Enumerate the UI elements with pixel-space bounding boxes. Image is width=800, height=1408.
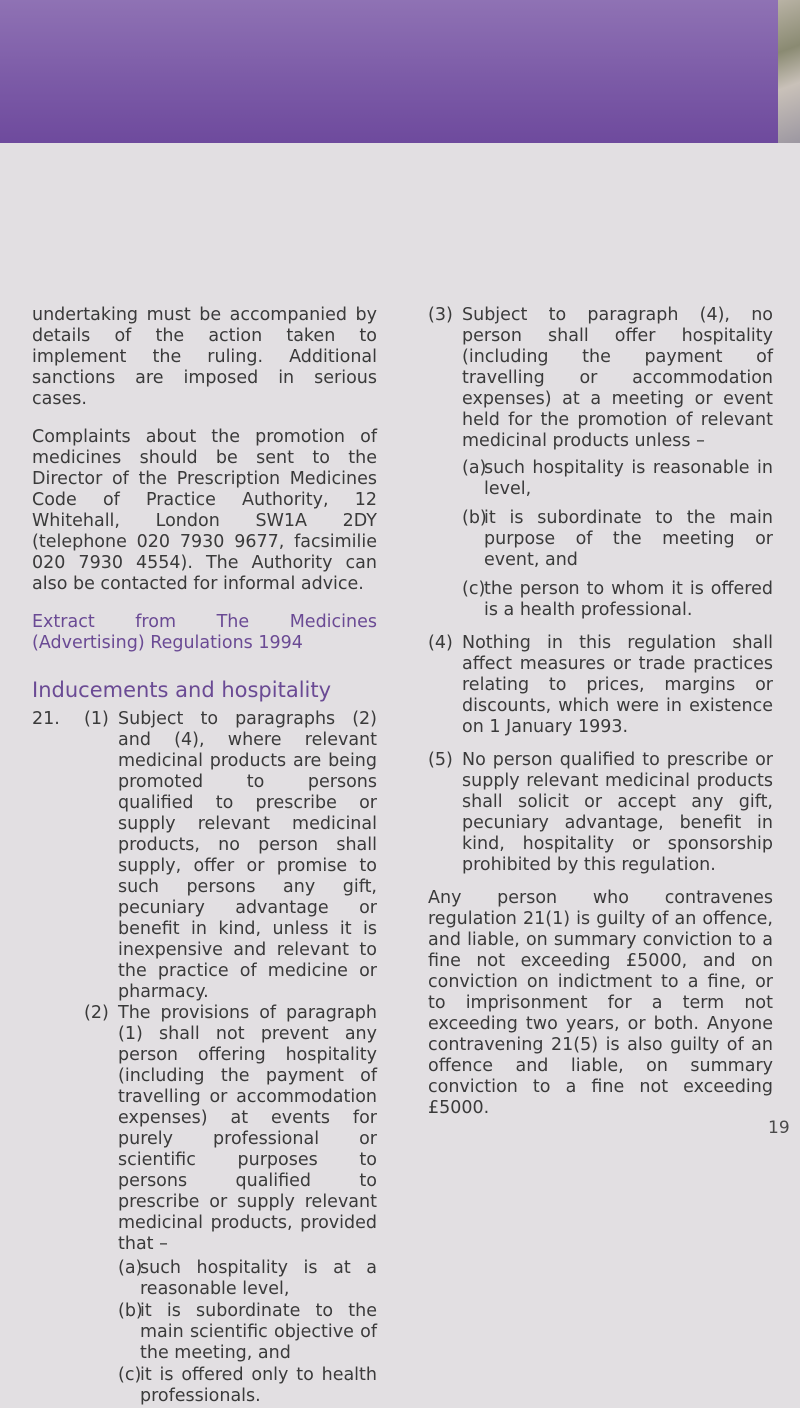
banner-photo-strip [778,0,800,143]
condition-text: such hospitality is at a reasonable level, [140,1258,377,1299]
page-number: 19 [768,1118,790,1138]
condition-item [462,579,773,621]
condition-letter: (b) [462,508,487,528]
condition-item [118,1365,377,1407]
condition-letter: (a) [462,458,487,478]
paragraph-2-conditions [118,1258,377,1407]
paragraph-text: Nothing in this regulation shall affect measures or trade practices relating to prices, margins or discounts, which were in existence on 1 January 1993. [462,633,773,737]
complaints-paragraph: Complaints about the promotion of medicines should be sent to the Director of the Prescription Medicines Code of Practice Authority, 12 Whitehall, London SW1A 2DY (telephone 020 7930 9677, facsimilie 020 7930 4554). The Authority can also be contacted for informal advice. [32,427,377,594]
condition-item [118,1301,377,1364]
condition-letter: (a) [118,1258,143,1278]
condition-text: the person to whom it is offered is a health professional. [484,579,773,620]
penalty-paragraph: Any person who contravenes regulation 21(1) is guilty of an offence, and liable, on summary conviction to a fine not exceeding £5000, and on conviction on indictment to a fine, or to imprisonment for a term not exceeding two years, or both. Anyone contravening 21(5) is also guilty of an offence and liable, on summary conviction to a fine not exceeding £5000. [428,888,773,1118]
regulation-21-paragraph-3 [428,305,773,621]
condition-text: it is offered only to health professionals. [140,1365,377,1406]
right-column [428,305,773,1119]
condition-letter: (c) [462,579,486,599]
paragraph-number: (4) [428,633,453,653]
regulation-21-paragraph-1 [32,709,377,1003]
regulation-number: 21. [32,709,60,729]
condition-item [462,508,773,571]
condition-text: such hospitality is reasonable in level, [484,458,773,499]
condition-text: it is subordinate to the main scientific objective of the meeting, and [140,1301,377,1363]
paragraph-3-conditions [462,458,773,621]
header-banner [0,0,778,143]
condition-item [462,458,773,500]
condition-text: it is subordinate to the main purpose of the meeting or event, and [484,508,773,570]
paragraph-number: (2) [84,1003,109,1023]
extract-title: Extract from The Medicines (Advertising) Regulations 1994 [32,612,377,653]
regulation-21-paragraph-5 [428,750,773,876]
section-heading: Inducements and hospitality [32,678,332,702]
left-column [32,305,377,1408]
paragraph-number: (5) [428,750,453,770]
condition-item [118,1258,377,1300]
paragraph-number: (1) [84,709,109,729]
paragraph-text: Subject to paragraphs (2) and (4), where relevant medicinal products are being promoted to persons qualified to prescribe or supply relevant medicinal products, no person shall supply, offer or promise to such persons any gift, pecuniary advantage or benefit in kind, unless it is inexpensive and relevant to the practice of medicine or pharmacy. [118,709,377,1002]
paragraph-text: The provisions of paragraph (1) shall not prevent any person offering hospitality (including the payment of travelling or accommodation expenses) at events for purely professional or scientific purposes to persons qualified to prescribe or supply relevant medicinal products, provided that – [118,1003,377,1254]
regulation-21-paragraph-2 [32,1003,377,1407]
regulation-21-paragraph-4 [428,633,773,738]
paragraph-text: No person qualified to prescribe or supply relevant medicinal products shall solicit or accept any gift, pecuniary advantage, benefit in kind, hospitality or sponsorship prohibited by this regulation. [462,750,773,875]
paragraph-number: (3) [428,305,453,325]
intro-continuation: undertaking must be accompanied by details of the action taken to implement the ruling. Additional sanctions are imposed in serious cases. [32,305,377,409]
condition-letter: (c) [118,1365,142,1385]
paragraph-text: Subject to paragraph (4), no person shall offer hospitality (including the payment of travelling or accommodation expenses) at a meeting or event held for the promotion of relevant medicinal products unless – [462,305,773,451]
condition-letter: (b) [118,1301,143,1321]
